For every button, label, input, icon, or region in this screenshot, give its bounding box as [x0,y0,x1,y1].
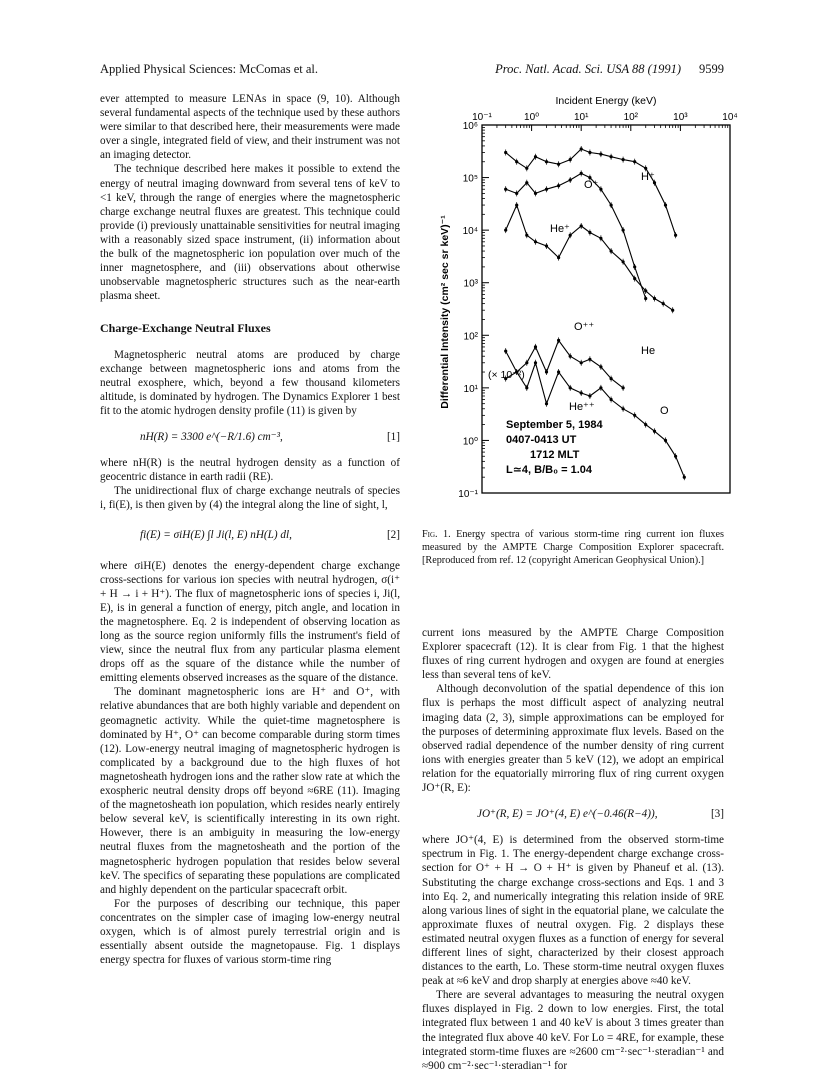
label-he: He [641,345,656,357]
info-mlt: 1712 MLT [530,449,580,461]
equation-text: fi(E) = σiH(E) ∫l Ji(l, E) nH(L) dl, [140,529,292,542]
equation-2 [100,528,400,542]
equation-text: nH(R) = 3300 e^(−R/1.6) cm⁻³, [140,430,283,443]
y-tick-label: 10³ [463,278,478,290]
info-l-shell: L≃4, B/B₀ = 1.04 [506,464,593,476]
series-line-2 [506,205,673,310]
info-date: September 5, 1984 [506,419,603,431]
y-tick-label: 10¹ [463,383,478,395]
running-header-right [495,62,724,77]
equation-number: [3] [710,808,724,821]
series-line-0 [506,149,676,235]
journal-citation: Proc. Natl. Acad. Sci. USA 88 (1991) [495,62,681,76]
x-axis-label: Incident Energy (keV) [555,95,657,107]
label-o-plus: O⁺ [584,179,599,191]
x-tick-label: 10⁻¹ [472,112,492,123]
equation-3 [422,807,724,821]
right-column [422,626,724,1073]
caption-label: Fig. 1. [422,529,451,540]
figure-1 [426,92,746,512]
x-tick-label: 10¹ [573,112,589,123]
y-tick-label: 10² [463,331,478,343]
paragraph: ever attempted to measure LENAs in space (9, 10). Although several fundamental aspects of the technique used by these authors were similar to that described here, their measurements were made over a single, integrated field of view, and their instrument was not an imaging detector. [100,93,400,162]
paragraph: current ions measured by the AMPTE Charge Composition Explorer spacecraft (12). It is clear from Fig. 1 that the highest fluxes of ring current hydrogen and oxygen are found at energies less than several tens of keV. [422,627,724,682]
left-column [100,92,400,967]
equation-text: JO⁺(R, E) = JO⁺(4, E) e^(−0.46(R−4)), [477,808,658,821]
paragraph: Magnetospheric neutral atoms are produced by charge exchange between magnetospheric ions and atoms from the neutral exosphere, which, beyond a few thousand kilometers altitude, is dominated by hydrogen. The Dynamics Explorer 1 best fit to the atomic hydrogen density profile (11) is given by [100,348,400,417]
paragraph: The dominant magnetospheric ions are H⁺ and O⁺, with relative abundances that are both highly variable and dependent on geomagnetic activity. While the quiet-time magnetosphere is dominated by H⁺, O⁺ can become comparable during storm times (12). Low-energy neutral imaging of magnetospheric hydrogen is complicated by a background due to the high fluxes of hot magnetosheath hydrogen ions and the rather slow rate at which the exospheric neutral density drops off beyond ≈6RE (11). Imaging of the magnetosheath ion population, which resides nearly entirely below several keV, is scientifically interesting in its own right. However, there is an ambiguity in measuring the low-energy neutral fluxes from the magnetosheath and the portion of the magnetospheric hydrogen population that resides below several keV. The specifics of separating these populations are complicated and highly dependent on the particular spacecraft orbit. [100,686,400,896]
paragraph: Although deconvolution of the spatial dependence of this ion flux is perhaps the most difficult aspect of analyzing neutral imaging data (2, 3), simple approximations can be employed for the purposes of determining approximate flux levels. Based on the observed radial dependence of the number density of ring current ions with energies greater than 5 keV (12), we adopt an empirical relation for the equatorially mirroring flux of ring current oxygen JO⁺(R, E): [422,683,724,795]
label-scale-factor: (× 10⁻²) [488,369,525,381]
label-he-plus-plus: He⁺⁺ [569,401,595,413]
x-tick-label: 10⁰ [524,112,540,123]
label-o-plus-plus: O⁺⁺ [574,321,595,333]
paragraph: The technique described here makes it possible to extend the energy of neutral imaging downward from several tens of keV to <1 keV, through the range of energies where the magnetospheric charge exchange neutral fluxes are greatest. This technique could provide (i) previously unattainable sensitivities for neutral imaging with a reasonably sized space instrument, (ii) information about the bulk of the magnetospheric ion population over much of the inner magnetosphere, and (iii) observations about otherwise unobservable magnetospheric structures such as the near-earth plasma sheet. [100,163,400,303]
label-o: O [660,405,669,417]
y-tick-label: 10⁻¹ [458,489,478,500]
equation-1 [100,430,400,444]
info-ut: 0407-0413 UT [506,434,577,446]
y-axis-label: Differential Intensity (cm² sec sr keV)⁻¹ [439,215,451,409]
x-tick-label: 10⁴ [722,112,738,123]
equation-number: [1] [386,430,400,443]
y-tick-label: 10⁶ [462,121,478,132]
x-tick-label: 10³ [673,112,688,123]
equation-number: [2] [386,529,400,542]
paragraph: where JO⁺(4, E) is determined from the observed storm-time spectrum in Fig. 1. The energy-dependent charge exchange cross-section for O⁺ + H → O + H⁺ is given by Phaneuf et al. (13). Substituting the charge exchange cross-sections and Eqs. 1 and 3 into Eq. 2, and numerically integrating this relation inside of 9RE along various lines of sight in the equatorial plane, we calculate the approximate fluxes of neutral oxygen. Fig. 2 displays these estimated neutral oxygen fluxes as a function of energy for several different lines of sight, characterized by their closest approach distances to the earth, Lo. These storm-time neutral oxygen fluxes peak at ≈6 keV and drop sharply at energies above ≈40 keV. [422,834,724,988]
paragraph: The unidirectional flux of charge exchange neutrals of species i, fi(E), is then given by (4) the integral along the line of sight, l, [100,485,400,512]
label-h-plus: H⁺ [641,171,655,183]
section-title: Charge-Exchange Neutral Fluxes [100,321,271,336]
label-he-plus: He⁺ [550,223,570,235]
energy-spectra-chart [426,92,746,512]
paragraph: There are several advantages to measuring the neutral oxygen fluxes displayed in Fig. 2 down to low energies. First, the total integrated flux between 1 and 40 keV is about 3 times greater than the integrated flux above 40 keV. For Lo = 4RE, for example, these integrated storm-time fluxes are ≈2600 cm⁻²·sec⁻¹·steradian⁻¹ and ≈900 cm⁻²·sec⁻¹·steradian⁻¹ for [422,989,724,1072]
y-tick-label: 10⁵ [462,173,478,185]
paragraph: where nH(R) is the neutral hydrogen density as a function of geocentric distance in earth radii (RE). [100,457,400,484]
figure-caption [422,528,724,567]
page-number: 9599 [699,62,724,76]
y-tick-label: 10⁴ [462,226,478,238]
paragraph: For the purposes of describing our technique, this paper concentrates on the simpler case of imaging low-energy neutral oxygen, which is of almost purely terrestrial origin and is essentially absent outside the magnetopause. Fig. 1 displays energy spectra for fluxes of various storm-time ring [100,897,400,967]
caption-text: Energy spectra of various storm-time ring current ion fluxes measured by the AMPTE Charge Composition Explorer spacecraft. [Reproduced from ref. 12 (copyright American Geophysical Union).] [422,529,724,566]
paragraph: where σiH(E) denotes the energy-dependent charge exchange cross-sections for various ion species with neutral hydrogen, σ(i⁺ + H → i + H⁺). The flux of magnetospheric ions of species i, Ji(l, E), is in general a function of energy, pitch angle, and location in the magnetosphere. Eq. 2 is independent of observing location as long as the source region uniformly fills the instrument's field of view, since the neutral flux from any particular plasma element drops off as the square of the distance while the number of emitting elements observed increases as the square of the distance. [100,559,400,685]
running-header-left: Applied Physical Sciences: McComas et al. [100,62,319,76]
x-tick-label: 10² [623,112,639,123]
y-tick-label: 10⁰ [462,436,478,448]
